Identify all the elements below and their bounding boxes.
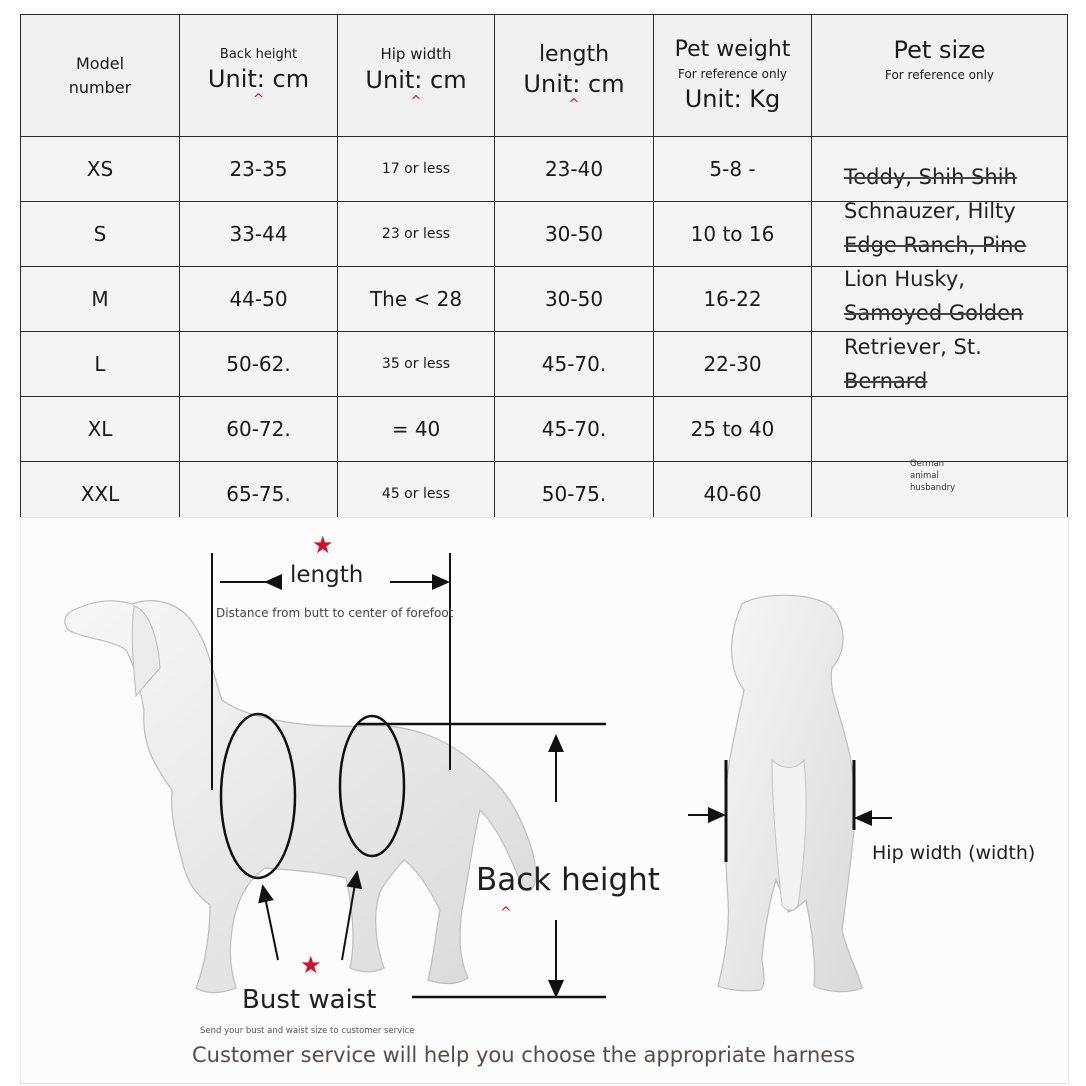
back-height-cell: 60-72. bbox=[180, 397, 338, 462]
header-pet-size-title: Pet size bbox=[893, 36, 986, 64]
hip-width-cell: 45 or less bbox=[338, 462, 495, 527]
header-back-height-title: Back height bbox=[219, 46, 298, 62]
weight-cell: 5-8 - bbox=[654, 137, 812, 202]
star-icon: ★ bbox=[312, 531, 334, 559]
model-cell: L bbox=[21, 332, 180, 397]
header-model-line1: Model bbox=[75, 53, 125, 73]
header-hip-width-title: Hip width bbox=[380, 45, 452, 64]
hip-width-cell: 17 or less bbox=[338, 137, 495, 202]
caret-icon: ^ bbox=[253, 92, 264, 108]
bust-waist-label: Bust waist bbox=[242, 985, 377, 1015]
model-cell: S bbox=[21, 202, 180, 267]
caret-icon: ^ bbox=[410, 93, 422, 109]
hip-width-cell: = 40 bbox=[338, 397, 495, 462]
breed-footnote-line: German bbox=[910, 459, 945, 469]
weight-cell: 16-22 bbox=[654, 267, 812, 332]
header-length-unit: Unit: cm bbox=[523, 70, 625, 99]
hip-width-label: Hip width (width) bbox=[872, 842, 1036, 864]
length-label: length bbox=[290, 562, 364, 588]
model-cell: XL bbox=[21, 397, 180, 462]
star-icon: ★ bbox=[300, 951, 322, 979]
length-cell: 30-50 bbox=[495, 267, 654, 332]
back-height-cell: 50-62. bbox=[180, 332, 338, 397]
length-cell: 30-50 bbox=[495, 202, 654, 267]
length-cell: 45-70. bbox=[495, 332, 654, 397]
back-height-cell: 23-35 bbox=[180, 137, 338, 202]
length-note: Distance from butt to center of forefoot bbox=[216, 606, 454, 620]
back-height-label: Back height bbox=[476, 862, 660, 898]
length-cell: 50-75. bbox=[495, 462, 654, 527]
weight-cell: 22-30 bbox=[654, 332, 812, 397]
header-pet-size-note: For reference only bbox=[884, 68, 995, 83]
header-back-height-unit: Unit: cm bbox=[207, 65, 310, 93]
model-cell: M bbox=[21, 267, 180, 332]
breed-line: Retriever, St. bbox=[844, 335, 982, 359]
back-height-cell: 44-50 bbox=[180, 267, 338, 332]
header-length-title: length bbox=[538, 41, 610, 67]
bust-note: Send your bust and waist size to customer service bbox=[200, 1026, 415, 1036]
breed-footnote-line: husbandry bbox=[910, 483, 956, 493]
breed-line: Schnauzer, Hilty bbox=[844, 199, 1016, 223]
caret-icon: ^ bbox=[568, 97, 580, 113]
caret-icon: ^ bbox=[500, 905, 512, 921]
header-pet-weight-note: For reference only bbox=[677, 66, 788, 81]
hip-width-cell: The < 28 bbox=[338, 267, 495, 332]
weight-cell: 10 to 16 bbox=[654, 202, 812, 267]
weight-cell: 40-60 bbox=[654, 462, 812, 527]
hip-width-cell: 35 or less bbox=[338, 332, 495, 397]
header-pet-weight-unit: Unit: Kg bbox=[684, 84, 781, 113]
back-height-cell: 65-75. bbox=[180, 462, 338, 527]
hip-width-cell: 23 or less bbox=[338, 202, 495, 267]
breed-line: Bernard bbox=[844, 369, 928, 393]
breed-line: Lion Husky, bbox=[844, 267, 965, 291]
back-height-cell: 33-44 bbox=[180, 202, 338, 267]
breed-line: Samoyed Golden bbox=[844, 301, 1024, 325]
header-pet-weight-title: Pet weight bbox=[674, 37, 791, 63]
footer-text: Customer service will help you choose the appropriate harness bbox=[192, 1043, 856, 1067]
breed-line: Teddy, Shih Shih bbox=[844, 165, 1017, 189]
model-cell: XXL bbox=[21, 462, 180, 527]
breed-footnote-line: animal bbox=[910, 471, 939, 481]
header-hip-width-unit: Unit: cm bbox=[365, 66, 467, 95]
length-cell: 23-40 bbox=[495, 137, 654, 202]
breed-line: Edge Ranch, Pine bbox=[844, 233, 1027, 257]
header-model-line2: number bbox=[68, 77, 132, 97]
dog-rear-view-icon bbox=[688, 595, 892, 991]
weight-cell: 25 to 40 bbox=[654, 397, 812, 462]
model-cell: XS bbox=[21, 137, 180, 202]
length-cell: 45-70. bbox=[495, 397, 654, 462]
